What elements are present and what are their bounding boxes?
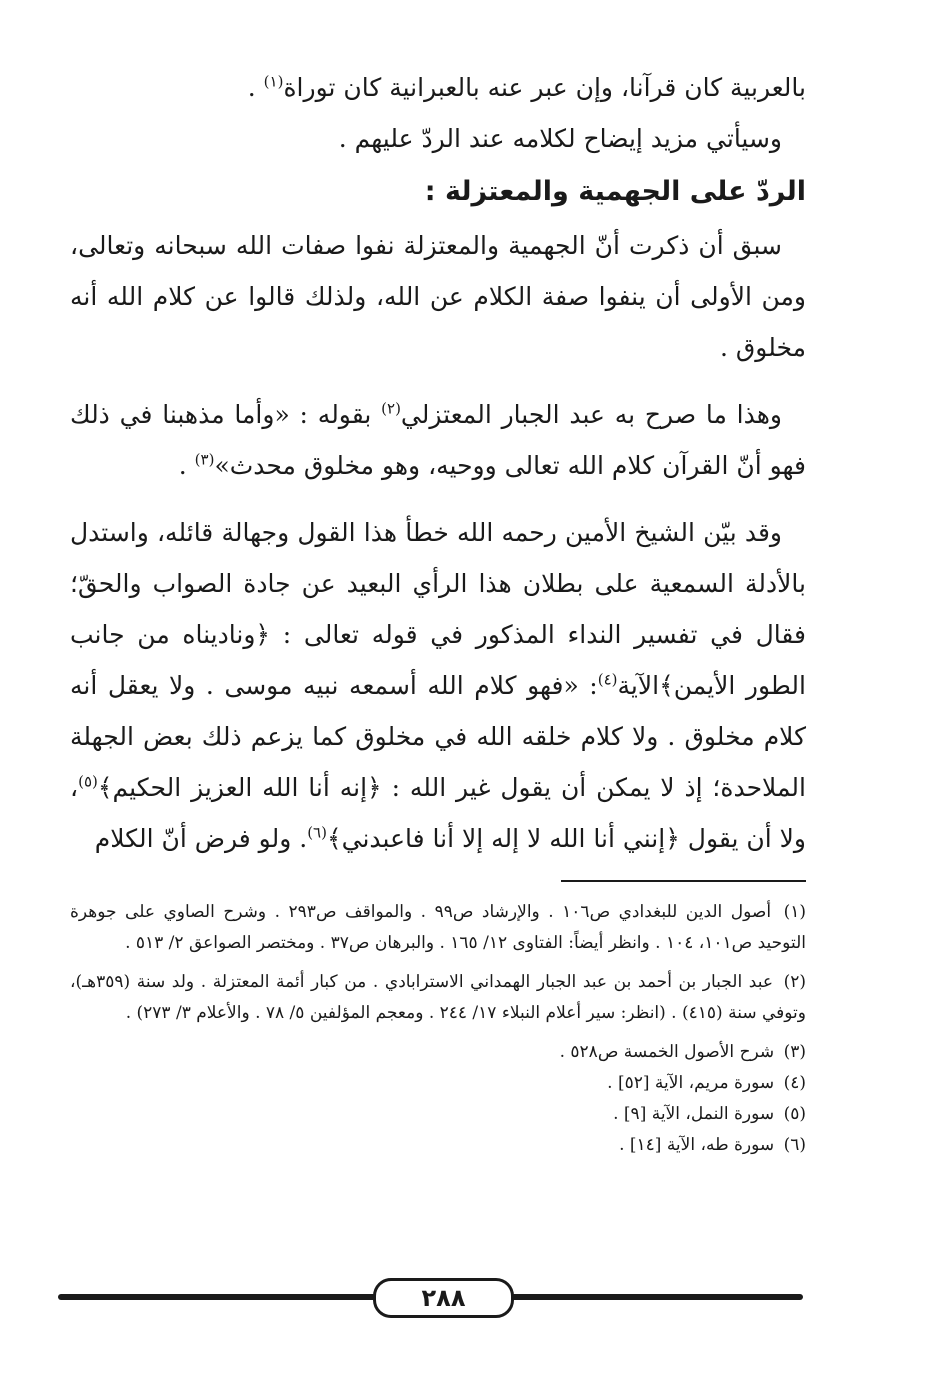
footnote-4 — [70, 1068, 806, 1099]
footnote-5 — [70, 1099, 806, 1130]
paragraph-jahmiyya: سبق أن ذكرت أنّ الجهمية والمعتزلة نفوا صفات الله سبحانه وتعالى، ومن الأولى أن ينفوا صفة الكلام عن الله، ولذلك قالوا عن كلام الله أنه مخلوق . — [70, 231, 806, 362]
footnote-text: سورة النمل، الآية [٩] . — [613, 1104, 775, 1124]
footnote-1 — [70, 897, 806, 959]
paragraph-al-amin — [70, 507, 806, 864]
footnote-number: (٤) — [783, 1073, 806, 1093]
footnote-text: عبد الجبار بن أحمد بن عبد الجبار الهمداني الاسترابادي . من كبار أئمة المعتزلة . ولد سنة (٣٥٩هـ)، وتوفي سنة (٤١٥) . (انظر: سير أعلام النبلاء ١٧/ ٢٤٤ . ومعجم المؤلفين ٥/ ٧٨ . والأعلام ٣/ ٢٧٣) . — [70, 972, 806, 1023]
footnote-2 — [70, 967, 806, 1029]
footnote-text: أصول الدين للبغدادي ص١٠٦ . والإرشاد ص٩٩ . والمواقف ص٢٩٣ . وشرح الصاوي على جوهرة التوحيد ص١٠١، ١٠٤ . وانظر أيضاً: الفتاوى ١٢/ ١٦٥ . والبرهان ص٣٧ . ومختصر الصواعق ٢/ ٥١٣ . — [70, 902, 806, 953]
footnotes — [70, 897, 806, 1161]
footnote-number: (٢) — [783, 972, 806, 992]
paragraph-forthcoming: وسيأتي مزيد إيضاح لكلامه عند الردّ عليهم . — [338, 124, 782, 153]
text-run: . ولو فرض أنّ الكلام — [94, 824, 308, 853]
section-heading: الردّ على الجهمية والمعتزلة : — [424, 176, 806, 207]
text-run: . — [247, 73, 264, 102]
footnote-ref-1: (١) — [263, 72, 284, 91]
footnote-6 — [70, 1130, 806, 1161]
footnote-ref-3: (٣) — [194, 450, 215, 469]
text-run: : «فهو كلام الله أسمعه نبيه موسى . ولا يعقل أنه كلام مخلوق . ولا كلام خلقه الله في مخلوق كما يزعم ذلك بعض الجهلة الملاحدة؛ إذ لا يمكن أن يقول غير الله : ﴿إنه أنا الله العزيز الحكيم﴾ — [70, 671, 806, 802]
footnote-text: سورة طه، الآية [١٤] . — [619, 1135, 775, 1155]
footnote-number: (٦) — [783, 1135, 806, 1155]
footnote-ref-6: (٦) — [307, 823, 327, 842]
footnote-separator — [561, 880, 806, 882]
text-run: بالعربية كان قرآنا، وإن عبر عنه بالعبرانية كان توراة — [283, 73, 806, 102]
paragraph-abd-al-jabbar — [70, 389, 806, 491]
text-run: وقد بيّن الشيخ الأمين رحمه الله خطأ هذا القول وجهالة قائله، واستدل بالأدلة السمعية على بطلان هذا الرأي البعيد عن جادة الصواب والحقّ؛ فقال في تفسير النداء المذكور في قوله تعالى : ﴿وناديناه من جانب الطور الأيمن﴾الآية — [70, 518, 806, 700]
text-run: ، ولا أن يقول ﴿إنني أنا الله لا إله إلا أنا فاعبدني﴾ — [70, 773, 806, 853]
text-run: وهذا ما صرح به عبد الجبار المعتزلي — [400, 400, 782, 429]
footnote-ref-5: (٥) — [78, 772, 98, 791]
footnote-text: سورة مريم، الآية [٥٢] . — [607, 1073, 775, 1093]
footnote-ref-2: (٢) — [381, 399, 401, 418]
text-run: بقوله : «وأما مذهبنا في ذلك فهو أنّ القرآن كلام الله تعالى ووحيه، وهو مخلوق محدث» — [70, 400, 806, 480]
footnote-3 — [70, 1037, 806, 1068]
page-number: ٢٨٨ — [373, 1278, 514, 1318]
footnote-text: شرح الأصول الخمسة ص٥٢٨ . — [559, 1042, 775, 1062]
footnote-number: (١) — [783, 902, 807, 922]
text-run: . — [178, 451, 195, 480]
paragraph-continuation — [70, 62, 806, 113]
main-text — [70, 62, 806, 864]
footnote-number: (٣) — [783, 1042, 806, 1062]
page-footer — [58, 1278, 803, 1318]
footnote-ref-4: (٤) — [597, 670, 618, 689]
footnote-number: (٥) — [783, 1104, 806, 1124]
